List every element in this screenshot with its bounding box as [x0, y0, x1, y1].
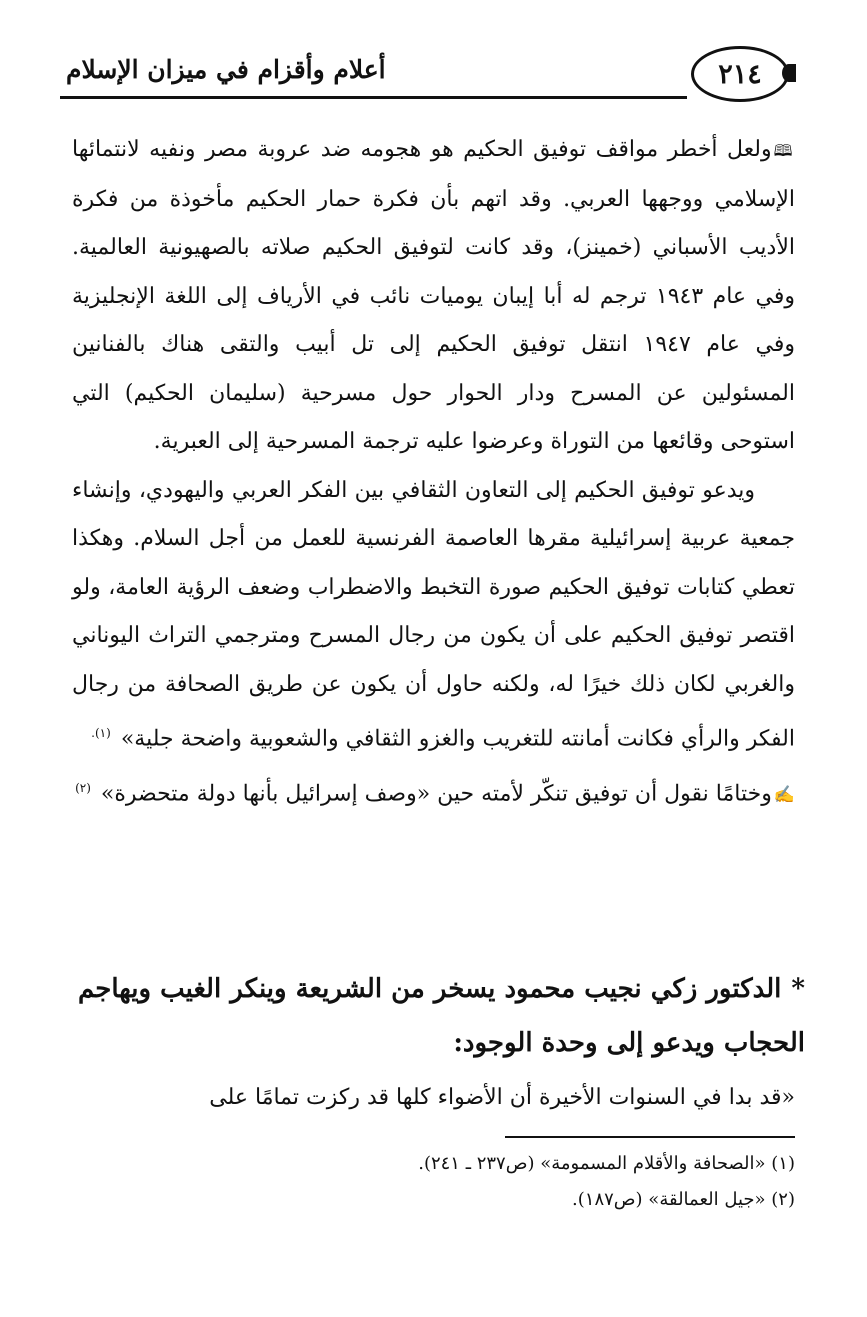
paragraph-3-text: وختامًا نقول أن توفيق تنكّر لأمته حين «وصف إسرائيل بأنها دولة متحضرة»: [100, 781, 772, 807]
footnote-ref-1: (١).: [91, 726, 111, 740]
header-rule: [60, 96, 687, 99]
section-heading: [64, 962, 805, 1070]
paragraph-3: [72, 764, 795, 820]
page-number-badge: [691, 46, 789, 102]
book-title: أعلام وأقزام في ميزان الإسلام: [66, 55, 386, 84]
book-icon: 🕮: [773, 141, 796, 160]
page-number: ٢١٤: [718, 58, 762, 90]
paragraph-2-text: ويدعو توفيق الحكيم إلى التعاون الثقافي بين الفكر العربي واليهودي، وإنشاء جمعية عربية إسرائيلية مقرها العاصمة الفرنسية للعمل من أجل السلام. وهكذا تعطي كتابات توفيق الحكيم صورة التخبط والاضطراب وضعف الرؤية العامة، ولو اقتصر توفيق الحكيم على أن يكون من رجال المسرح ومترجمي التراث اليوناني والغربي لكان ذلك خيرًا له، ولكنه حاول أن يكون عن طريق الصحافة من رجال الفكر والرأي فكانت أمانته للتغريب والغزو الثقافي والشعوبية واضحة جلية»: [72, 477, 795, 752]
quote-start: «قد بدا في السنوات الأخيرة أن الأضواء كلها قد ركزت تمامًا على: [209, 1085, 795, 1110]
main-text: [72, 126, 795, 820]
paragraph-1: [72, 126, 795, 467]
footnotes: [300, 1146, 795, 1218]
paragraph-1-text: ولعل أخطر مواقف توفيق الحكيم هو هجومه ضد عروبة مصر ونفيه لانتمائها الإسلامي ووجهها العربي. وقد اتهم بأن فكرة حمار الحكيم مأخوذة من فكرة الأديب الأسباني (خمينز)، وقد كانت لتوفيق الحكيم صلاته بالصهيونية العالمية. وفي عام ١٩٤٣ ترجم له أبا إيبان يوميات نائب في الأرياف إلى اللغة الإنجليزية وفي عام ١٩٤٧ انتقل توفيق الحكيم إلى تل أبيب والتقى هناك بالفنانين المسئولين عن المسرح ودار الحوار حول مسرحية (سليمان الحكيم) التي استوحى وقائعها من التوراة وعرضوا عليه ترجمة المسرحية إلى العبرية.: [72, 137, 795, 454]
footnote-2: (٢) «جيل العمالقة» (ص١٨٧).: [572, 1189, 795, 1210]
footnote-1: (١) «الصحافة والأقلام المسمومة» (ص٢٣٧ ـ ٢٤١).: [418, 1153, 795, 1174]
pen-icon: ✍: [773, 785, 795, 806]
star-marker: *: [791, 974, 805, 1004]
page-header: [60, 40, 807, 100]
paragraph-2: [72, 467, 795, 764]
section-heading-text: الدكتور زكي نجيب محمود يسخر من الشريعة وينكر الغيب ويهاجم الحجاب ويدعو إلى وحدة الوجود:: [78, 974, 805, 1058]
footnote-rule: [505, 1136, 795, 1138]
footnote-ref-2: (٢): [75, 780, 91, 795]
